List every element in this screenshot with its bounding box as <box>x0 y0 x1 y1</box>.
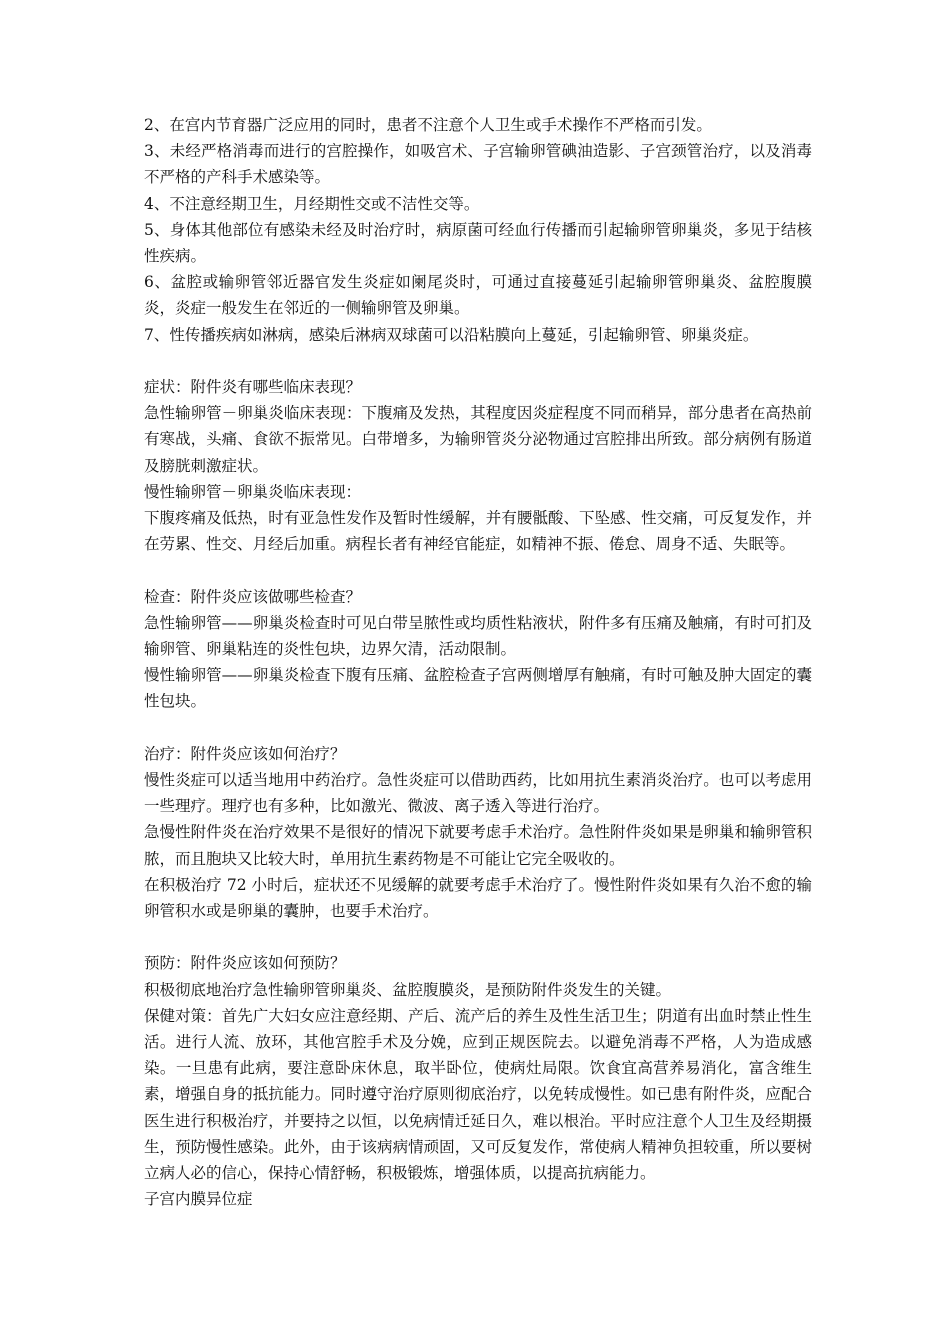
section-spacer <box>144 348 812 374</box>
prevention-section <box>144 950 812 1212</box>
section-spacer <box>144 924 812 950</box>
treatment-paragraph-2: 急慢性附件炎在治疗效果不是很好的情况下就要考虑手术治疗。急性附件炎如果是卵巢和输卵管积脓，而且胞块又比较大时，单用抗生素药物是不可能让它完全吸收的。 <box>144 823 812 868</box>
cause-item-2: 2、在宫内节育器广泛应用的同时，患者不注意个人卫生或手术操作不严格而引发。 <box>144 116 712 134</box>
examination-section <box>144 584 812 715</box>
next-topic-heading: 子宫内膜异位症 <box>144 1190 253 1209</box>
section-spacer <box>144 557 812 583</box>
treatment-section <box>144 741 812 924</box>
treatment-heading: 治疗：附件炎应该如何治疗？ <box>144 744 346 763</box>
treatment-paragraph-3: 在积极治疗 72 小时后，症状还不见缓解的就要考虑手术治疗了。慢性附件炎如果有久治不愈的输卵管积水或是卵巢的囊肿，也要手术治疗。 <box>144 875 812 921</box>
cause-item-7: 7、性传播疾病如淋病，感染后淋病双球菌可以沿粘膜向上蔓延，引起输卵管、卵巢炎症。 <box>144 325 759 344</box>
cause-item-4: 4、不注意经期卫生，月经期性交或不洁性交等。 <box>144 194 480 213</box>
document-page <box>144 112 812 1212</box>
chronic-symptoms-label: 慢性输卵管－卵巢炎临床表现： <box>144 482 362 501</box>
cause-item-3: 3、未经严格消毒而进行的宫腔操作，如吸宫术、子宫输卵管碘油造影、子宫颈管治疗，以及消毒不严格的产科手术感染等。 <box>144 142 812 187</box>
section-spacer <box>144 715 812 741</box>
cause-item-5: 5、身体其他部位有感染未经及时治疗时，病原菌可经血行传播而引起输卵管卵巢炎，多见于结核性疾病。 <box>144 220 812 266</box>
acute-symptoms-paragraph: 急性输卵管－卵巢炎临床表现：下腹痛及发热，其程度因炎症程度不同而稍异，部分患者在高热前有寒战，头痛、食欲不振常见。白带增多，为输卵管炎分泌物通过宫腔排出所致。部分病例有肠道及膀胱刺激症状。 <box>144 404 812 475</box>
prevention-paragraph-2: 保健对策：首先广大妇女应注意经期、产后、流产后的养生及性生活卫生；阴道有出血时禁止性生活。进行人流、放环，其他宫腔手术及分娩，应到正规医院去。以避免消毒不严格，人为造成感染。一旦患有此病，要注意卧床休息，取半卧位，使病灶局限。饮食宜高营养易消化，富含维生素，增强自身的抵抗能力。同时遵守治疗原则彻底治疗，以免转成慢性。如已患有附件炎，应配合医生进行积极治疗，并要持之以恒，以免病情迁延日久，难以根治。平时应注意个人卫生及经期摄生，预防慢性感染。此外，由于该病病情顽固，又可反复发作，常使病人精神负担较重，所以要树立病人必的信心，保持心情舒畅，积极锻炼，增强体质，以提高抗病能力。 <box>144 1006 812 1183</box>
prevention-heading: 预防：附件炎应该如何预防？ <box>144 954 346 973</box>
cause-item-6: 6、盆腔或输卵管邻近器官发生炎症如阑尾炎时，可通过直接蔓延引起输卵管卵巢炎、盆腔腹膜炎，炎症一般发生在邻近的一侧输卵管及卵巢。 <box>144 273 812 318</box>
symptoms-heading: 症状：附件炎有哪些临床表现？ <box>144 378 362 397</box>
symptoms-section <box>144 374 812 557</box>
causes-section <box>144 112 812 348</box>
prevention-paragraph-1: 积极彻底地治疗急性输卵管卵巢炎、盆腔腹膜炎，是预防附件炎发生的关键。 <box>144 980 672 999</box>
treatment-paragraph-1: 慢性炎症可以适当地用中药治疗。急性炎症可以借助西药，比如用抗生素消炎治疗。也可以考虑用一些理疗。理疗也有多种，比如激光、微波、离子透入等进行治疗。 <box>144 771 812 816</box>
chronic-symptoms-paragraph: 下腹疼痛及低热，时有亚急性发作及暂时性缓解，并有腰骶酸、下坠感、性交痛，可反复发作，并在劳累、性交、月经后加重。病程长者有神经官能症，如精神不振、倦怠、周身不适、失眠等。 <box>144 509 812 554</box>
chronic-examination-paragraph: 慢性输卵管——卵巢炎检查下腹有压痛、盆腔检查子宫两侧增厚有触痛，有时可触及肿大固定的囊性包块。 <box>144 666 812 711</box>
examination-heading: 检查：附件炎应该做哪些检查？ <box>144 587 362 606</box>
acute-examination-paragraph: 急性输卵管——卵巢炎检查时可见白带呈脓性或均质性粘液状，附件多有压痛及触痛，有时可扪及输卵管、卵巢粘连的炎性包块，边界欠清，活动限制。 <box>144 613 812 659</box>
